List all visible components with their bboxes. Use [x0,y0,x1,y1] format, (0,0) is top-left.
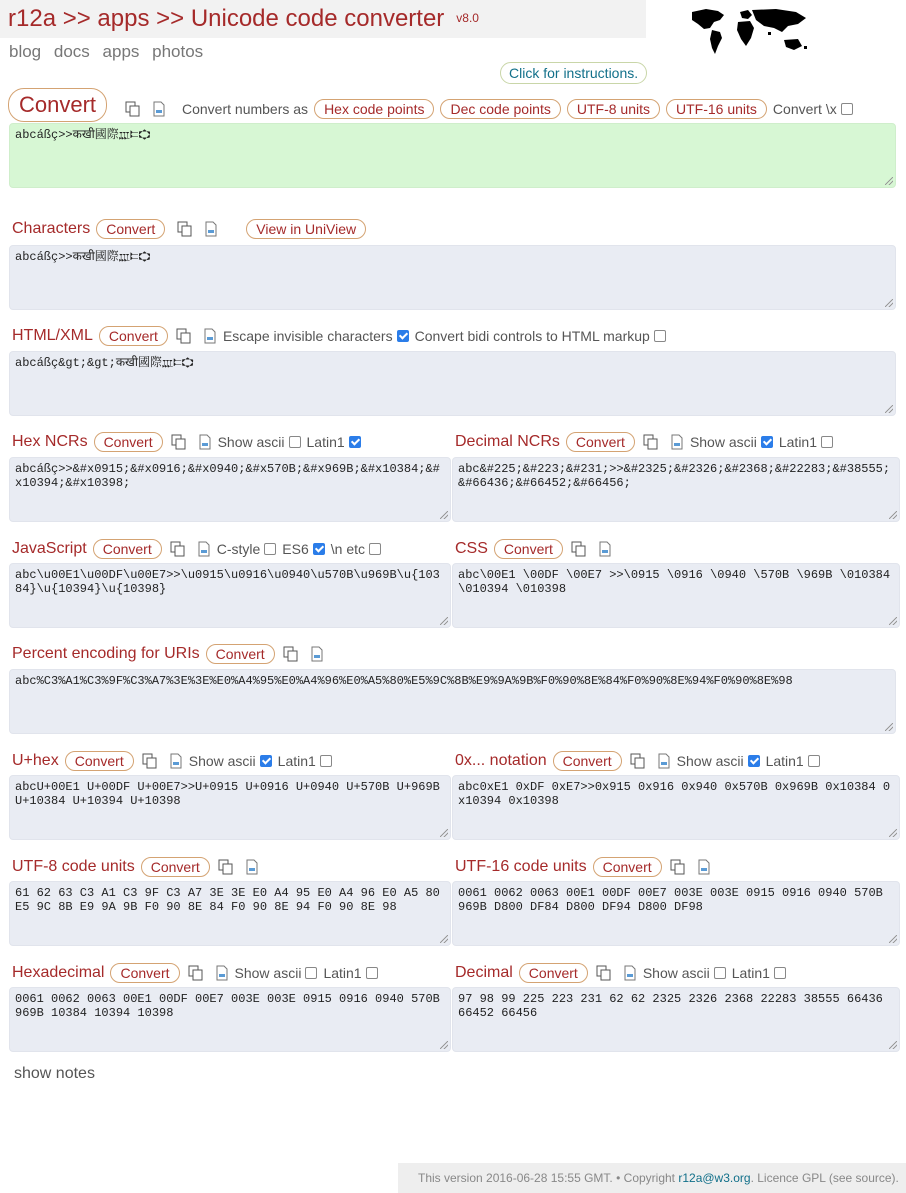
characters-header [12,219,366,239]
es6-label: ES6 [282,541,309,557]
convert-x-label: Convert \x [772,101,837,117]
decncrs-header [455,432,839,452]
instructions-button[interactable]: Click for instructions. [500,62,647,84]
show-ascii-checkbox[interactable] [748,755,760,767]
hexncrs-value: abcáßç>>&#x0915;&#x0916;&#x0940;&#x570B;&#x969B;&#x10384;&#x10394;&#x10398; [15,462,440,490]
site-nav [9,42,211,62]
latin1-label: Latin1 [277,753,316,769]
convert-x-checkbox[interactable] [841,103,853,115]
footer-copyright: Copyright [623,1171,676,1185]
world-map-icon [684,6,816,58]
show-ascii-checkbox[interactable] [260,755,272,767]
hexncrs-convert-button[interactable]: Convert [94,432,163,452]
utf8-header [12,857,265,877]
hexadecimal-value: 0061 0062 0063 00E1 00DF 00E7 003E 003E 0915 0916 0940 570B 969B 10384 10394 10398 [15,992,440,1020]
main-input-value: abcáßç>>कखी國際𐎄𐎔𐎘 [15,128,151,142]
characters-convert-button[interactable]: Convert [96,219,165,239]
resize-grip[interactable] [440,617,448,625]
resize-grip[interactable] [440,511,448,519]
hexncrs-label: Hex NCRs [12,433,88,450]
dec-code-points-button[interactable]: Dec code points [440,99,560,119]
css-value: abc\00E1 \00DF \00E7 >>\0915 \0916 \0940 \570B \969B \010384 \010394 \010398 [458,568,891,596]
bidi-checkbox[interactable] [654,330,666,342]
htmlxml-header [12,326,672,346]
javascript-header [12,539,387,559]
netc-checkbox[interactable] [369,543,381,555]
hexadecimal-label: Hexadecimal [12,964,105,981]
utf8-label: UTF-8 code units [12,858,135,875]
copy-icon[interactable] [176,328,192,344]
zerox-label: 0x... notation [455,752,547,769]
nav-blog[interactable]: blog [9,42,42,61]
decncrs-field[interactable] [452,457,900,522]
latin1-checkbox[interactable] [366,967,378,979]
nav-photos[interactable]: photos [152,42,204,61]
latin1-label: Latin1 [306,434,345,450]
percent-value: abc%C3%A1%C3%9F%C3%A7%3E%3E%E0%A4%95%E0%A4%96%E0%A5%80%E5%9C%8B%E9%9A%9B%F0%90%8E%84%F0%90%8E%94%F0%90%8E%98 [15,674,793,688]
hexncrs-field[interactable] [9,457,451,522]
htmlxml-label: HTML/XML [12,327,93,344]
resize-grip[interactable] [889,511,897,519]
show-ascii-checkbox[interactable] [714,967,726,979]
percent-header [12,644,330,664]
utf8-convert-button[interactable]: Convert [141,857,210,877]
decncrs-convert-button[interactable]: Convert [566,432,635,452]
decimal-value: 97 98 99 225 223 231 62 62 2325 2326 2368 22283 38555 66436 66452 66456 [458,992,883,1020]
copy-icon[interactable] [125,101,141,117]
zerox-convert-button[interactable]: Convert [553,751,622,771]
page-title: r12a >> apps >> Unicode code converter [8,5,445,32]
escape-invisible-checkbox[interactable] [397,330,409,342]
document-icon[interactable] [244,859,260,875]
resize-grip[interactable] [885,177,893,185]
latin1-checkbox[interactable] [808,755,820,767]
copy-icon[interactable] [596,965,612,981]
css-field[interactable] [452,563,900,628]
show-ascii-label: Show ascii [188,753,256,769]
resize-grip[interactable] [889,1041,897,1049]
version-label: v8.0 [456,11,479,25]
document-icon[interactable] [696,859,712,875]
htmlxml-value: abcáßç&gt;&gt;कखी國際𐎄𐎔𐎘 [15,356,194,370]
utf16-header [455,857,717,877]
document-icon[interactable] [597,541,613,557]
bidi-label: Convert bidi controls to HTML markup [414,328,650,344]
latin1-checkbox[interactable] [774,967,786,979]
convert-numbers-label: Convert numbers as [182,101,309,117]
main-toolbar [120,99,859,119]
resize-grip[interactable] [885,299,893,307]
utf8-units-button[interactable]: UTF-8 units [567,99,660,119]
document-icon[interactable] [151,101,167,117]
utf16-label: UTF-16 code units [455,858,587,875]
javascript-value: abc\u00E1\u00DF\u00E7>>\u0915\u0916\u0940\u570B\u969B\u{10384}\u{10394}\u{10398} [15,568,440,596]
utf16-value: 0061 0062 0063 00E1 00DF 00E7 003E 003E 0915 0916 0940 570B 969B D800 DF84 D800 DF94 D800 DF98 [458,886,883,914]
uplushex-value: abcU+00E1 U+00DF U+00E7>>U+0915 U+0916 U+0940 U+570B U+969B U+10384 U+10394 U+10398 [15,780,440,808]
site-title [8,5,479,33]
css-header [455,539,618,559]
utf16-convert-button[interactable]: Convert [593,857,662,877]
javascript-label: JavaScript [12,540,87,557]
escape-invisible-label: Escape invisible characters [222,328,393,344]
zerox-field[interactable] [452,775,900,840]
utf16-field[interactable] [452,881,900,946]
latin1-checkbox[interactable] [349,436,361,448]
latin1-label: Latin1 [765,753,804,769]
document-icon[interactable] [196,541,212,557]
uplushex-header [12,751,338,771]
css-convert-button[interactable]: Convert [494,539,563,559]
show-ascii-label: Show ascii [689,434,757,450]
copy-icon[interactable] [218,859,234,875]
main-convert-button[interactable]: Convert [8,88,107,122]
resize-grip[interactable] [440,829,448,837]
uplushex-label: U+hex [12,752,59,769]
show-ascii-checkbox[interactable] [289,436,301,448]
latin1-label: Latin1 [778,434,818,450]
footer-bullet: • [616,1171,624,1185]
latin1-checkbox[interactable] [821,436,833,448]
copy-icon[interactable] [643,434,659,450]
latin1-checkbox[interactable] [320,755,332,767]
resize-grip[interactable] [889,617,897,625]
copy-icon[interactable] [670,859,686,875]
javascript-field[interactable] [9,563,451,628]
document-icon[interactable] [203,221,219,237]
es6-checkbox[interactable] [313,543,325,555]
hexadecimal-field[interactable] [9,987,451,1052]
copy-icon[interactable] [170,541,186,557]
hexadecimal-header [12,963,384,983]
decimal-label: Decimal [455,964,513,981]
document-icon[interactable] [669,434,685,450]
zerox-value: abc0xE1 0xDF 0xE7>>0x915 0x916 0x940 0x570B 0x969B 0x10384 0x10394 0x10398 [458,780,891,808]
show-ascii-label: Show ascii [642,965,710,981]
resize-grip[interactable] [885,723,893,731]
latin1-label: Latin1 [323,965,362,981]
copy-icon[interactable] [630,753,646,769]
copy-icon[interactable] [188,965,204,981]
htmlxml-convert-button[interactable]: Convert [99,326,168,346]
utf8-field[interactable] [9,881,451,946]
show-ascii-checkbox[interactable] [305,967,317,979]
document-icon[interactable] [202,328,218,344]
javascript-convert-button[interactable]: Convert [93,539,162,559]
footer-version: This version 2016-06-28 15:55 GMT. [418,1171,613,1185]
hex-code-points-button[interactable]: Hex code points [314,99,434,119]
document-icon[interactable] [168,753,184,769]
decncrs-label: Decimal NCRs [455,433,560,450]
characters-value: abcáßç>>कखी國際𐎄𐎔𐎘 [15,250,151,264]
document-icon[interactable] [309,646,325,662]
resize-grip[interactable] [889,935,897,943]
decimal-header [455,963,792,983]
uplushex-field[interactable] [9,775,451,840]
show-ascii-label: Show ascii [217,434,285,450]
hexadecimal-convert-button[interactable]: Convert [110,963,179,983]
show-notes-link[interactable]: show notes [14,1065,95,1082]
copy-icon[interactable] [171,434,187,450]
document-icon[interactable] [656,753,672,769]
document-icon[interactable] [197,434,213,450]
show-ascii-label: Show ascii [234,965,302,981]
utf8-value: 61 62 63 C3 A1 C3 9F C3 A7 3E 3E E0 A4 95 E0 A4 96 E0 A5 80 E5 9C 8B E9 9A 9B F0 90 8E 84 F0 90 8E 94 F0 90 8E 98 [15,886,440,914]
footer-email-link[interactable]: r12a@w3.org [678,1171,751,1185]
nav-docs[interactable]: docs [53,42,90,61]
percent-convert-button[interactable]: Convert [206,644,275,664]
decimal-field[interactable] [452,987,900,1052]
cstyle-checkbox[interactable] [264,543,276,555]
copy-icon[interactable] [283,646,299,662]
cstyle-label: C-style [216,541,261,557]
percent-field[interactable] [9,669,896,734]
resize-grip[interactable] [440,1041,448,1049]
nav-apps[interactable]: apps [102,42,140,61]
copy-icon[interactable] [177,221,193,237]
css-label: CSS [455,540,488,557]
latin1-label: Latin1 [731,965,770,981]
zerox-header [455,751,826,771]
show-ascii-checkbox[interactable] [761,436,773,448]
document-icon[interactable] [622,965,638,981]
document-icon[interactable] [214,965,230,981]
percent-label: Percent encoding for URIs [12,645,200,662]
characters-label: Characters [12,220,91,237]
netc-label: \n etc [330,541,366,557]
decncrs-value: abc&#225;&#223;&#231;>>&#2325;&#2326;&#2368;&#22283;&#38555;&#66436;&#66452;&#66456; [458,462,891,490]
main-input[interactable] [9,123,896,188]
utf16-units-button[interactable]: UTF-16 units [666,99,767,119]
hexncrs-header [12,432,367,452]
copy-icon[interactable] [142,753,158,769]
resize-grip[interactable] [889,829,897,837]
resize-grip[interactable] [440,935,448,943]
characters-field[interactable] [9,245,896,310]
show-ascii-label: Show ascii [676,753,744,769]
uniview-button[interactable]: View in UniView [246,219,366,239]
htmlxml-field[interactable] [9,351,896,416]
footer-licence: . Licence GPL (see source). [750,1171,899,1185]
decimal-convert-button[interactable]: Convert [519,963,588,983]
footer [398,1163,906,1193]
resize-grip[interactable] [885,405,893,413]
uplushex-convert-button[interactable]: Convert [65,751,134,771]
copy-icon[interactable] [571,541,587,557]
